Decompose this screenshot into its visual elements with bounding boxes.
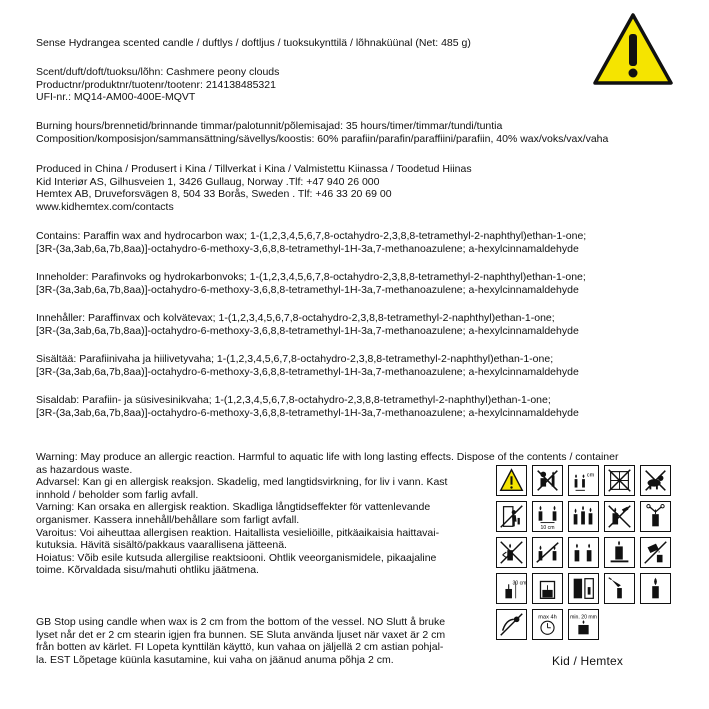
burn-upright-icon <box>568 537 599 568</box>
product-title <box>36 37 471 50</box>
usage-line: från botten av kärlet. FI Lopeta kynttilän käyttö, kun vahaa on jäljellä 2 cm astian pohjal- <box>36 641 444 654</box>
no-move-burning-icon <box>496 537 527 568</box>
no-flammable-nearby-icon <box>568 501 599 532</box>
warning-line: innhold / beholder som farlig avfall. <box>36 488 199 501</box>
usage-line: la. EST Lõpetage küünla kasutamine, kui vaha on jäänud anuma põhja 2 cm. <box>36 653 394 666</box>
contains-line-1: Innehåller: Paraffinvax och kolvätevax; 1-(1,2,3,4,5,6,7,8-octahydro-2,3,8,8-tetramethyl-2-naphthyl)ethan-1-one; <box>36 312 555 324</box>
max-burn-time-icon <box>532 609 563 640</box>
max4h-label: max 4h <box>538 614 557 621</box>
no-extinguish-liquid-icon <box>640 537 671 568</box>
kid-address-line: Kid Interiør AS, Gilhusveien 1, 3426 Gullaug, Norway .Tlf: +47 940 26 000 <box>36 175 380 188</box>
warning-line: organismer. Kassera innehåll/behållare som farligt avfall. <box>36 513 300 526</box>
product-name: Sense Hydrangea scented candle / duftlys / doftljus / tuoksukynttilä / lõhnaküünal (Net: 485 g) <box>36 37 471 49</box>
contains-line-2: [3R-(3a,3ab,6a,7b,8aa)]-octahydro-6-methoxy-3,6,8,8-tetramethyl-1H-3a,7-methanoazulene; a-hexylcinnamaldehyde <box>36 283 579 296</box>
warning-line: Hoiatus: Võib esile kutsuda allergilise reaktsiooni. Ohtlik veeorganismidele, pikaajaline <box>36 551 437 564</box>
trim-wick-icon <box>640 501 671 532</box>
contains-fi <box>36 353 579 378</box>
contains-line-2: [3R-(3a,3ab,6a,7b,8aa)]-octahydro-6-methoxy-3,6,8,8-tetramethyl-1H-3a,7-methanoazulene; a-hexylcinnamaldehyde <box>36 365 579 378</box>
usage-section <box>36 616 445 666</box>
no-extinguish-water-icon <box>604 501 635 532</box>
product-number-line: Productnr/produktnr/tuotenr/tootenr: 214138485321 <box>36 78 276 91</box>
heat-resistant-surface-icon <box>604 537 635 568</box>
contains-line-1: Sisältää: Parafiinivaha ja hiilivetyvaha; 1-(1,2,3,4,5,6,7,8-octahydro-2,3,8,8-tetramethyl-2-naphthyl)ethan-1-one; <box>36 353 554 365</box>
no-pets-icon <box>640 465 671 496</box>
no-burn-near-objects-icon <box>532 537 563 568</box>
wick-height-icon <box>496 573 527 604</box>
brand-logo: Kid / Hemtex <box>552 654 624 668</box>
usage-line: lyset når det er 2 cm stearin igjen fra bunnen. SE Sluta använda ljuset när vaxet är 2 cm <box>36 628 446 641</box>
min-wax-pool-icon <box>568 609 599 640</box>
cm30-label: 30 cm <box>512 580 526 587</box>
burning-candle-icon <box>640 573 671 604</box>
candle-glass-icon <box>532 573 563 604</box>
no-children-icon <box>532 465 563 496</box>
contains-no <box>36 271 586 296</box>
no-draft-icon <box>604 465 635 496</box>
warning-line: toime. Kõrvaldada sisu/mahuti ohtliku jäätmena. <box>36 564 259 577</box>
warning-line: kutuksia. Hävitä sisältö/pakkaus vaarallisena jätteenä. <box>36 539 287 552</box>
warning-line: Advarsel: Kan gi en allergisk reaksjon. Skadelig, med langtidsvirkning, for liv i vann. Kast <box>36 476 448 489</box>
origin-line: Produced in China / Produsert i Kina / Tillverkat i Kina / Valmistettu Kiinassa / Toodetud Hiinas <box>36 163 472 175</box>
candle-distance-icon <box>568 465 599 496</box>
contains-en <box>36 230 586 255</box>
warning-line: as hazardous waste. <box>36 463 133 476</box>
warning-triangle-icon <box>592 12 674 86</box>
composition-line: Composition/komposisjon/sammansättning/sävellys/koostis: 60% parafiin/parafin/paraffiini/parafiin, 40% wax/voks/vax/vaha <box>36 132 609 145</box>
no-breathing-smoke-icon <box>496 609 527 640</box>
web-link[interactable]: www.kidhemtex.com/contacts <box>36 200 174 213</box>
burning-hours-line: Burning hours/brennetid/brinnande timmar/palotunnit/põlemisajad: 35 hours/timer/timmar/tundi/tuntia <box>36 120 503 132</box>
contains-line-1: Contains: Paraffin wax and hydrocarbon wax; 1-(1,2,3,4,5,6,7,8-octahydro-2,3,8,8-tetramethyl-2-naphthyl)ethan-1-one; <box>36 230 587 242</box>
contains-line-1: Inneholder: Parafinvoks og hydrokarbonvoks; 1-(1,2,3,4,5,6,7,8-octahydro-2,3,8,8-tetramethyl-2-naphthyl)ethan-1-one; <box>36 271 586 283</box>
specs-section <box>36 120 608 145</box>
cm-label: cm <box>586 472 595 479</box>
no-drafts-window-icon <box>568 573 599 604</box>
ufi-line: UFI-nr.: MQ14-AM00-400E-MQVT <box>36 91 196 104</box>
contains-se <box>36 312 579 337</box>
warning-small-icon <box>496 465 527 496</box>
min20-label: min. 20 mm <box>570 614 597 621</box>
cm10-label: 10 cm <box>540 525 555 531</box>
warning-line: Warning: May produce an allergic reaction. Harmful to aquatic life with long lasting effects. Dispose of the contents / container <box>36 451 619 463</box>
extinguish-snuffer-icon <box>604 573 635 604</box>
candle-spacing-icon <box>532 501 563 532</box>
contains-line-2: [3R-(3a,3ab,6a,7b,8aa)]-octahydro-6-methoxy-3,6,8,8-tetramethyl-1H-3a,7-methanoazulene; a-hexylcinnamaldehyde <box>36 242 579 255</box>
no-unattended-icon <box>496 501 527 532</box>
identity-section <box>36 66 279 104</box>
contains-line-1: Sisaldab: Parafiin- ja süsivesinikvaha; 1-(1,2,3,4,5,6,7,8-octahydro-2,3,8,8-tetramethyl-2-naphthyl)ethan-1-one; <box>36 394 551 406</box>
contains-ee <box>36 394 579 419</box>
producer-section <box>36 163 472 213</box>
contains-line-2: [3R-(3a,3ab,6a,7b,8aa)]-octahydro-6-methoxy-3,6,8,8-tetramethyl-1H-3a,7-methanoazulene; a-hexylcinnamaldehyde <box>36 406 579 419</box>
warning-line: Varoitus: Voi aiheuttaa allergisen reaktion. Haitallista vesieliöille, pitkäaikaisia haittavai- <box>36 526 440 539</box>
contains-line-2: [3R-(3a,3ab,6a,7b,8aa)]-octahydro-6-methoxy-3,6,8,8-tetramethyl-1H-3a,7-methanoazulene; a-hexylcinnamaldehyde <box>36 324 579 337</box>
usage-line: GB Stop using candle when wax is 2 cm from the bottom of the vessel. NO Slutt å bruke <box>36 616 446 628</box>
warning-line: Varning: Kan orsaka en allergisk reaktion. Skadliga långtidseffekter för vattenlevande <box>36 501 431 514</box>
hemtex-address-line: Hemtex AB, Druveforsvägen 8, 504 33 Borås, Sweden . Tlf: +46 33 20 69 00 <box>36 188 392 201</box>
scent-line: Scent/duft/doft/tuoksu/lõhn: Cashmere peony clouds <box>36 66 280 78</box>
